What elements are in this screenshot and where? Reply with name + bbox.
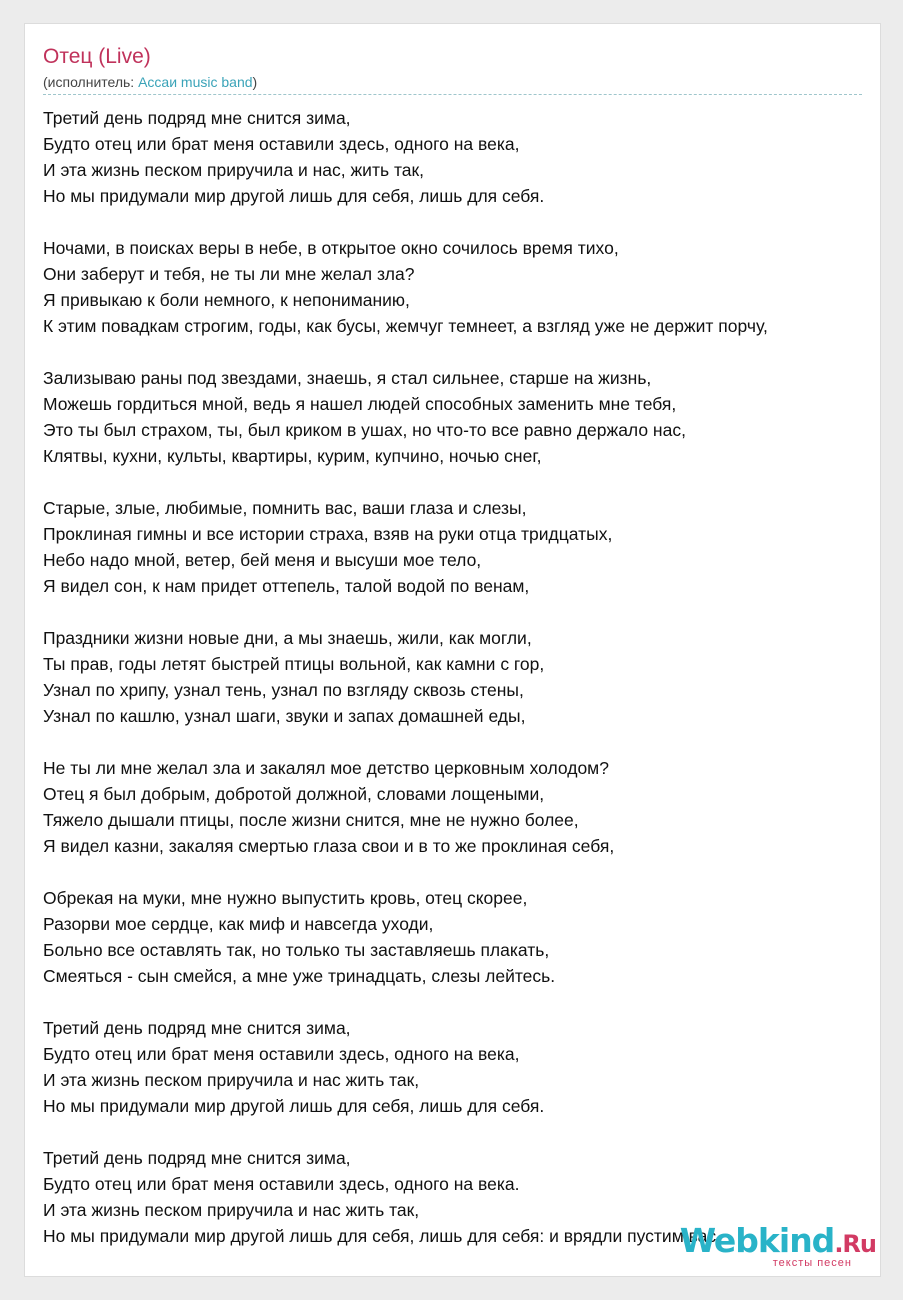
lyric-line: Третий день подряд мне снится зима, [43,108,351,128]
lyric-line: Я видел казни, закаляя смертью глаза свои и в то же проклиная себя, [43,836,615,856]
lyric-line: Но мы придумали мир другой лишь для себя, лишь для себя. [43,186,545,206]
lyric-line: Ночами, в поисках веры в небе, в открытое окно сочилось время тихо, [43,238,619,258]
stanza [43,365,881,469]
lyric-line: Тяжело дышали птицы, после жизни снится, мне не нужно более, [43,810,579,830]
lyric-line: Обрекая на муки, мне нужно выпустить кровь, отец скорее, [43,888,528,908]
lyric-line: И эта жизнь песком приручила и нас жить так, [43,1200,420,1220]
lyric-line: Ты прав, годы летят быстрей птицы вольной, как камни с гор, [43,654,545,674]
lyric-line: Я привыкаю к боли немного, к непониманию, [43,290,410,310]
lyric-line: Можешь гордиться мной, ведь я нашел людей способных заменить мне тебя, [43,394,677,414]
lyric-line: И эта жизнь песком приручила и нас, жить так, [43,160,425,180]
lyric-line: Третий день подряд мне снится зима, [43,1018,351,1038]
lyric-line: Проклиная гимны и все истории страха, взяв на руки отца тридцатых, [43,524,613,544]
performer-byline [43,73,257,91]
lyric-line: Третий день подряд мне снится зима, [43,1148,351,1168]
lyric-line: Но мы придумали мир другой лишь для себя, лишь для себя: и врядли пустим вас. [43,1226,722,1246]
lyric-line: Смеяться - сын смейся, а мне уже тринадцать, слезы лейтесь. [43,966,556,986]
lyric-line: И эта жизнь песком приручила и нас жить так, [43,1070,420,1090]
performer-prefix: (исполнитель: [43,74,139,90]
stanza [43,1015,881,1119]
performer-suffix: ) [252,74,258,90]
song-title: Отец (Live) [43,45,151,68]
stanza [43,495,881,599]
performer-link[interactable]: Accaи music band [138,74,253,90]
lyric-line: Я видел сон, к нам придет оттепель, талой водой по венам, [43,576,530,596]
logo-tagline: тексты песен [772,1257,852,1269]
lyric-line: Не ты ли мне желал зла и закалял мое детство церковным холодом? [43,758,609,778]
lyric-line: Будто отец или брат меня оставили здесь, одного на века, [43,1044,520,1064]
lyric-line: Они заберут и тебя, не ты ли мне желал зла? [43,264,415,284]
lyric-line: Но мы придумали мир другой лишь для себя, лишь для себя. [43,1096,545,1116]
stanza [43,105,881,209]
lyric-line: Узнал по хрипу, узнал тень, узнал по взгляду сквозь стены, [43,680,524,700]
stanza [43,235,881,339]
lyric-line: Небо надо мной, ветер, бей меня и высуши мое тело, [43,550,482,570]
lyric-line: Будто отец или брат меня оставили здесь, одного на века, [43,134,520,154]
title-divider [43,94,862,95]
lyrics-body [43,105,881,1275]
lyric-line: К этим повадкам строгим, годы, как бусы, жемчуг темнеет, а взгляд уже не держит порчу, [43,316,768,336]
webkind-logo [679,1221,876,1271]
lyrics-card [24,23,881,1277]
lyric-line: Узнал по кашлю, узнал шаги, звуки и запах домашней еды, [43,706,526,726]
lyric-line: Старые, злые, любимые, помнить вас, ваши глаза и слезы, [43,498,527,518]
lyric-line: Отец я был добрым, добротой должной, словами лощеными, [43,784,545,804]
lyric-line: Больно все оставлять так, но только ты заставляешь плакать, [43,940,550,960]
stanza [43,625,881,729]
lyric-line: Будто отец или брат меня оставили здесь, одного на века. [43,1174,520,1194]
lyric-line: Клятвы, кухни, культы, квартиры, курим, купчино, ночью снег, [43,446,542,466]
stanza [43,885,881,989]
lyric-line: Это ты был страхом, ты, был криком в ушах, но что-то все равно держало нас, [43,420,686,440]
logo-brand: Webkind [679,1221,835,1260]
lyric-line: Праздники жизни новые дни, а мы знаешь, жили, как могли, [43,628,532,648]
lyric-line: Зализываю раны под звездами, знаешь, я стал сильнее, старше на жизнь, [43,368,652,388]
lyric-line: Разорви мое сердце, как миф и навсегда уходи, [43,914,434,934]
logo-tld: .Ru [834,1230,876,1258]
stanza [43,755,881,859]
